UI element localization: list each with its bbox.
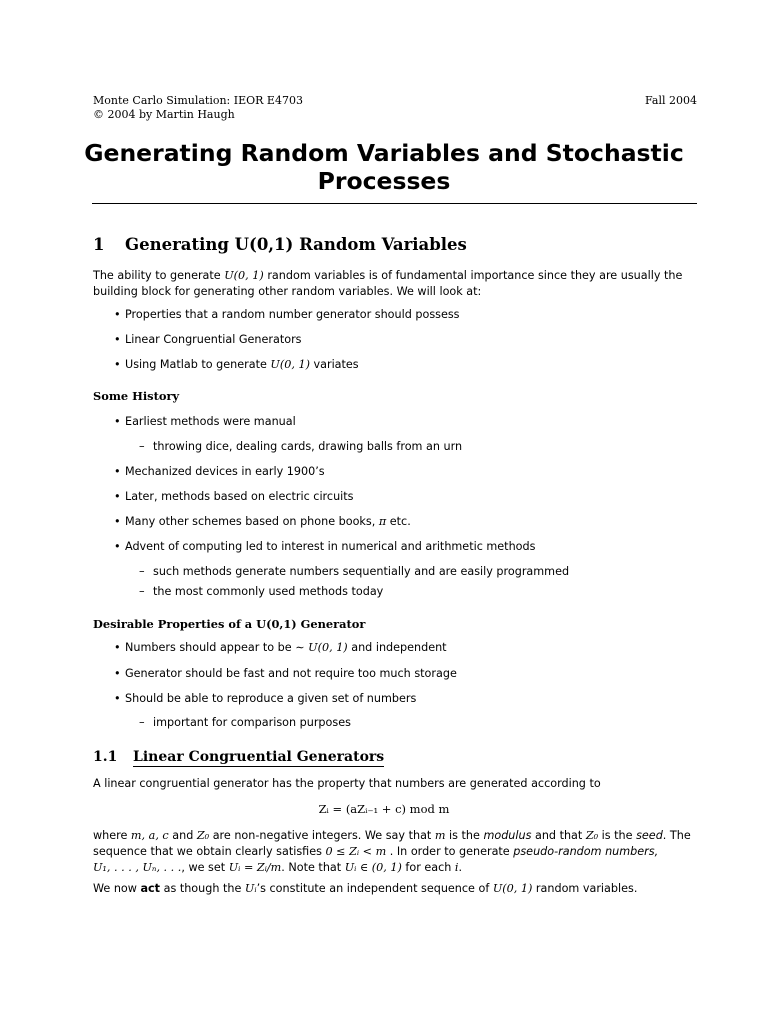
subheading-history: Some History [93,389,180,403]
math-run: m [434,829,446,842]
math-run: 0 ≤ Zᵢ < m [325,845,387,858]
text-run: as though the [160,882,245,895]
math-run: Uᵢ = Zᵢ/m [228,861,282,874]
lcg-paragraph [93,828,703,876]
text-run: . In order to generate [386,845,514,858]
list-item-math: ∼ U(0, 1) [295,641,348,654]
list-item-text: Many other schemes based on phone books, [125,515,379,528]
intro-text-a: The ability to generate [93,269,225,282]
math-run: i [454,861,459,874]
text-run: are non-negative integers. We say that [209,829,435,842]
sub-list-item [139,440,463,453]
subsection-title: Linear Congruential Generators [133,749,385,765]
copyright-line: © 2004 by Martin Haugh [93,108,235,121]
dash-icon: – [139,585,145,598]
text-run: is the [445,829,484,842]
bullet-icon: • [114,465,121,478]
term-label: Fall 2004 [645,94,697,107]
text-run: for each [401,861,455,874]
intro-text-line2: building block for generating other random variables. We will look at: [93,285,482,298]
text-run: . Note that [281,861,345,874]
list-item-text: etc. [386,515,411,528]
bullet-icon: • [114,333,121,346]
dash-icon: – [139,440,145,453]
dash-icon: – [139,565,145,578]
section-heading [93,235,467,254]
section-number: 1 [93,235,105,254]
list-item-text: variates [309,358,359,371]
list-item-math: π [378,515,387,528]
list-item-text: Advent of computing led to interest in numerical and arithmetic methods [125,540,536,553]
lcg-closing-paragraph [93,881,703,897]
emphasis-pseudo-random: pseudo-random numbers, [513,845,659,858]
sub-list-item-text: the most commonly used methods today [153,585,384,598]
title-divider [92,203,697,204]
bullet-icon: • [114,667,121,680]
emphasis-modulus: modulus [483,829,532,842]
sub-list-item-text: such methods generate numbers sequentially and are easily programmed [153,565,570,578]
list-item-text: Later, methods based on electric circuits [125,490,354,503]
text-run: and that [531,829,586,842]
math-run: m, a, c [130,829,169,842]
math-run: U₁, . . . , Uₙ, . . . [93,861,182,874]
list-item-math: U(0, 1) [270,358,310,371]
subsection-heading [93,749,384,765]
list-item-text: Generator should be fast and not require too much storage [125,667,457,680]
lcg-intro: A linear congruential generator has the property that numbers are generated according to [93,777,601,790]
subheading-desirable: Desirable Properties of a U(0,1) Generator [93,617,366,631]
list-item-text: Numbers should appear to be [125,641,296,654]
sub-list-item-text: throwing dice, dealing cards, drawing balls from an urn [153,440,463,453]
sub-list-item [139,565,570,578]
list-item [114,465,325,478]
text-run: and [168,829,197,842]
text-run: We now [93,882,141,895]
text-run: . [458,861,463,874]
text-run: . The [662,829,691,842]
bullet-icon: • [114,515,121,528]
text-run: ’s constitute an independent sequence of [256,882,493,895]
text-run: , we set [181,861,229,874]
intro-text-b: random variables is of fundamental importance since they are usually the [263,269,683,282]
list-item-text: Linear Congruential Generators [125,333,302,346]
bullet-icon: • [114,490,121,503]
list-item-text: Earliest methods were manual [125,415,296,428]
dash-icon: – [139,716,145,729]
course-line: Monte Carlo Simulation: IEOR E4703 [93,94,303,107]
lcg-formula: Zᵢ = (aZᵢ₋₁ + c) mod m [318,802,450,816]
list-item [114,490,354,503]
list-item-text: Using Matlab to generate [125,358,271,371]
list-item [114,415,296,428]
sub-list-item [139,585,384,598]
list-item [114,641,447,654]
bullet-icon: • [114,415,121,428]
list-item-text: Should be able to reproduce a given set of numbers [125,692,417,705]
subsection-number: 1.1 [93,749,118,765]
list-item [114,333,302,346]
text-run: is the [598,829,637,842]
list-item-text: Properties that a random number generator should possess [125,308,460,321]
list-item [114,515,411,528]
bullet-icon: • [114,641,121,654]
text-run: where [93,829,131,842]
emphasis-seed: seed [636,829,663,842]
math-run: Uᵢ [244,882,257,895]
list-item [114,308,460,321]
sub-list-item [139,716,351,729]
page-title: Generating Random Variables and Stochastic Processes [84,139,684,195]
math-run: U(0, 1) [492,882,533,895]
intro-paragraph [93,268,703,300]
list-item [114,358,359,371]
text-run: sequence that we obtain clearly satisfies [93,845,326,858]
list-item-text: and independent [347,641,447,654]
bullet-icon: • [114,540,121,553]
list-item [114,692,417,705]
bullet-icon: • [114,692,121,705]
list-item [114,540,536,553]
sub-list-item-text: important for comparison purposes [153,716,351,729]
list-item [114,667,457,680]
section-title: Generating U(0,1) Random Variables [125,235,467,254]
intro-math: U(0, 1) [224,269,264,282]
text-run: random variables. [532,882,638,895]
list-item-text: Mechanized devices in early 1900’s [125,465,325,478]
bullet-icon: • [114,308,121,321]
math-run: Uᵢ ∈ (0, 1) [344,861,402,874]
math-run: Z₀ [585,829,599,842]
math-run: Z₀ [196,829,210,842]
bullet-icon: • [114,358,121,371]
bold-act: act [140,882,161,895]
